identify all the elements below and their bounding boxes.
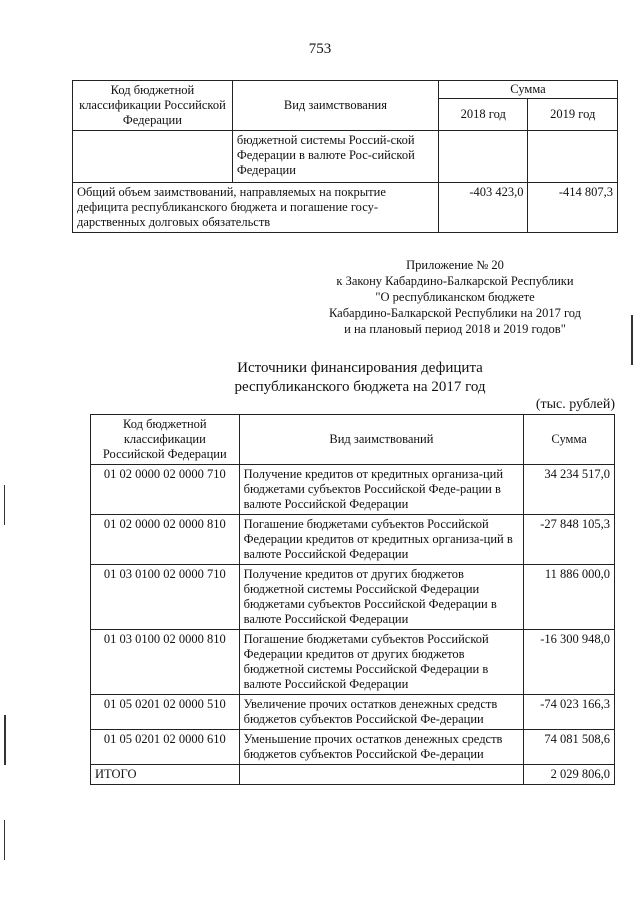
units-label: (тыс. рублей): [535, 397, 615, 412]
top-header-code: Код бюджетной классификации Российской Федерации: [73, 81, 233, 131]
row-desc: Увеличение прочих остатков денежных средств бюджетов субъектов Российской Фе-дерации: [239, 695, 524, 730]
scan-edge-mark: [4, 715, 6, 765]
row-code: 01 05 0201 02 0000 610: [91, 730, 240, 765]
appendix-line-5: и на плановый период 2018 и 2019 годов": [344, 322, 566, 336]
row-code: 01 03 0100 02 0000 810: [91, 630, 240, 695]
table-row: [91, 515, 615, 565]
row-sum: 34 234 517,0: [524, 465, 615, 515]
top-header-sum: Сумма: [439, 81, 618, 99]
row-sum: -27 848 105,3: [524, 515, 615, 565]
table-row: [91, 465, 615, 515]
title-line-2: республиканского бюджета на 2017 год: [234, 378, 486, 395]
top-cont-2019: [528, 131, 618, 183]
page-number: 753: [308, 41, 332, 57]
row-sum: -16 300 948,0: [524, 630, 615, 695]
header-sum: Сумма: [524, 415, 615, 465]
appendix-line-3: "О республиканском бюджете: [375, 290, 535, 304]
appendix-block: [300, 257, 610, 337]
top-total-2019: -414 807,3: [528, 183, 618, 233]
top-header-2018: 2018 год: [439, 99, 528, 131]
row-desc: Получение кредитов от кредитных организа-ций бюджетами субъектов Российской Феде-рации в валюте Российской Федерации: [239, 465, 524, 515]
total-label: ИТОГО: [91, 765, 240, 785]
row-desc: Погашение бюджетами субъектов Российской Федерации кредитов от других бюджетов бюджетной системы Российской Федерации в валюте Российской Федерации: [239, 630, 524, 695]
row-code: 01 03 0100 02 0000 710: [91, 565, 240, 630]
row-desc: Уменьшение прочих остатков денежных средств бюджетов субъектов Российской Фе-дерации: [239, 730, 524, 765]
row-code: 01 05 0201 02 0000 510: [91, 695, 240, 730]
table-row: [91, 695, 615, 730]
scan-edge-mark: [4, 820, 5, 860]
top-total-label: Общий объем заимствований, направляемых на покрытие дефицита республиканского бюджета и погашение госу-дарственных долговых обязательств: [73, 183, 439, 233]
row-desc: Погашение бюджетами субъектов Российской Федерации кредитов от кредитных организа-ций в валюте Российской Федерации: [239, 515, 524, 565]
header-code: Код бюджетной классификации Российской Федерации: [91, 415, 240, 465]
table-row: [91, 630, 615, 695]
row-code: 01 02 0000 02 0000 810: [91, 515, 240, 565]
appendix-line-4: Кабардино-Балкарской Республики на 2017 год: [328, 306, 582, 320]
top-cont-text: бюджетной системы Россий-ской Федерации в валюте Рос-сийской Федерации: [232, 131, 438, 183]
top-cont-2018: [439, 131, 528, 183]
top-cont-code: [73, 131, 233, 183]
table-row: [91, 730, 615, 765]
table-total-row: [91, 765, 615, 785]
top-header-2019: 2019 год: [528, 99, 618, 131]
row-code: 01 02 0000 02 0000 710: [91, 465, 240, 515]
row-desc: Получение кредитов от других бюджетов бюджетной системы Российской Федерации бюджетами субъектов Российской Федерации в валюте Российской Федерации: [239, 565, 524, 630]
top-total-2018: -403 423,0: [439, 183, 528, 233]
document-title: [150, 359, 570, 397]
appendix-line-1: Приложение № 20: [406, 258, 504, 272]
total-empty: [239, 765, 524, 785]
appendix-line-2: к Закону Кабардино-Балкарской Республики: [336, 274, 574, 288]
financing-sources-table: [90, 414, 615, 785]
title-line-1: Источники финансирования дефицита: [237, 360, 483, 376]
total-sum: 2 029 806,0: [524, 765, 615, 785]
row-sum: 74 081 508,6: [524, 730, 615, 765]
scan-edge-mark: [4, 485, 5, 525]
row-sum: 11 886 000,0: [524, 565, 615, 630]
scan-edge-mark: [631, 315, 633, 365]
top-table: [72, 80, 618, 233]
row-sum: -74 023 166,3: [524, 695, 615, 730]
header-type: Вид заимствований: [239, 415, 524, 465]
top-header-type: Вид заимствования: [232, 81, 438, 131]
table-row: [91, 565, 615, 630]
